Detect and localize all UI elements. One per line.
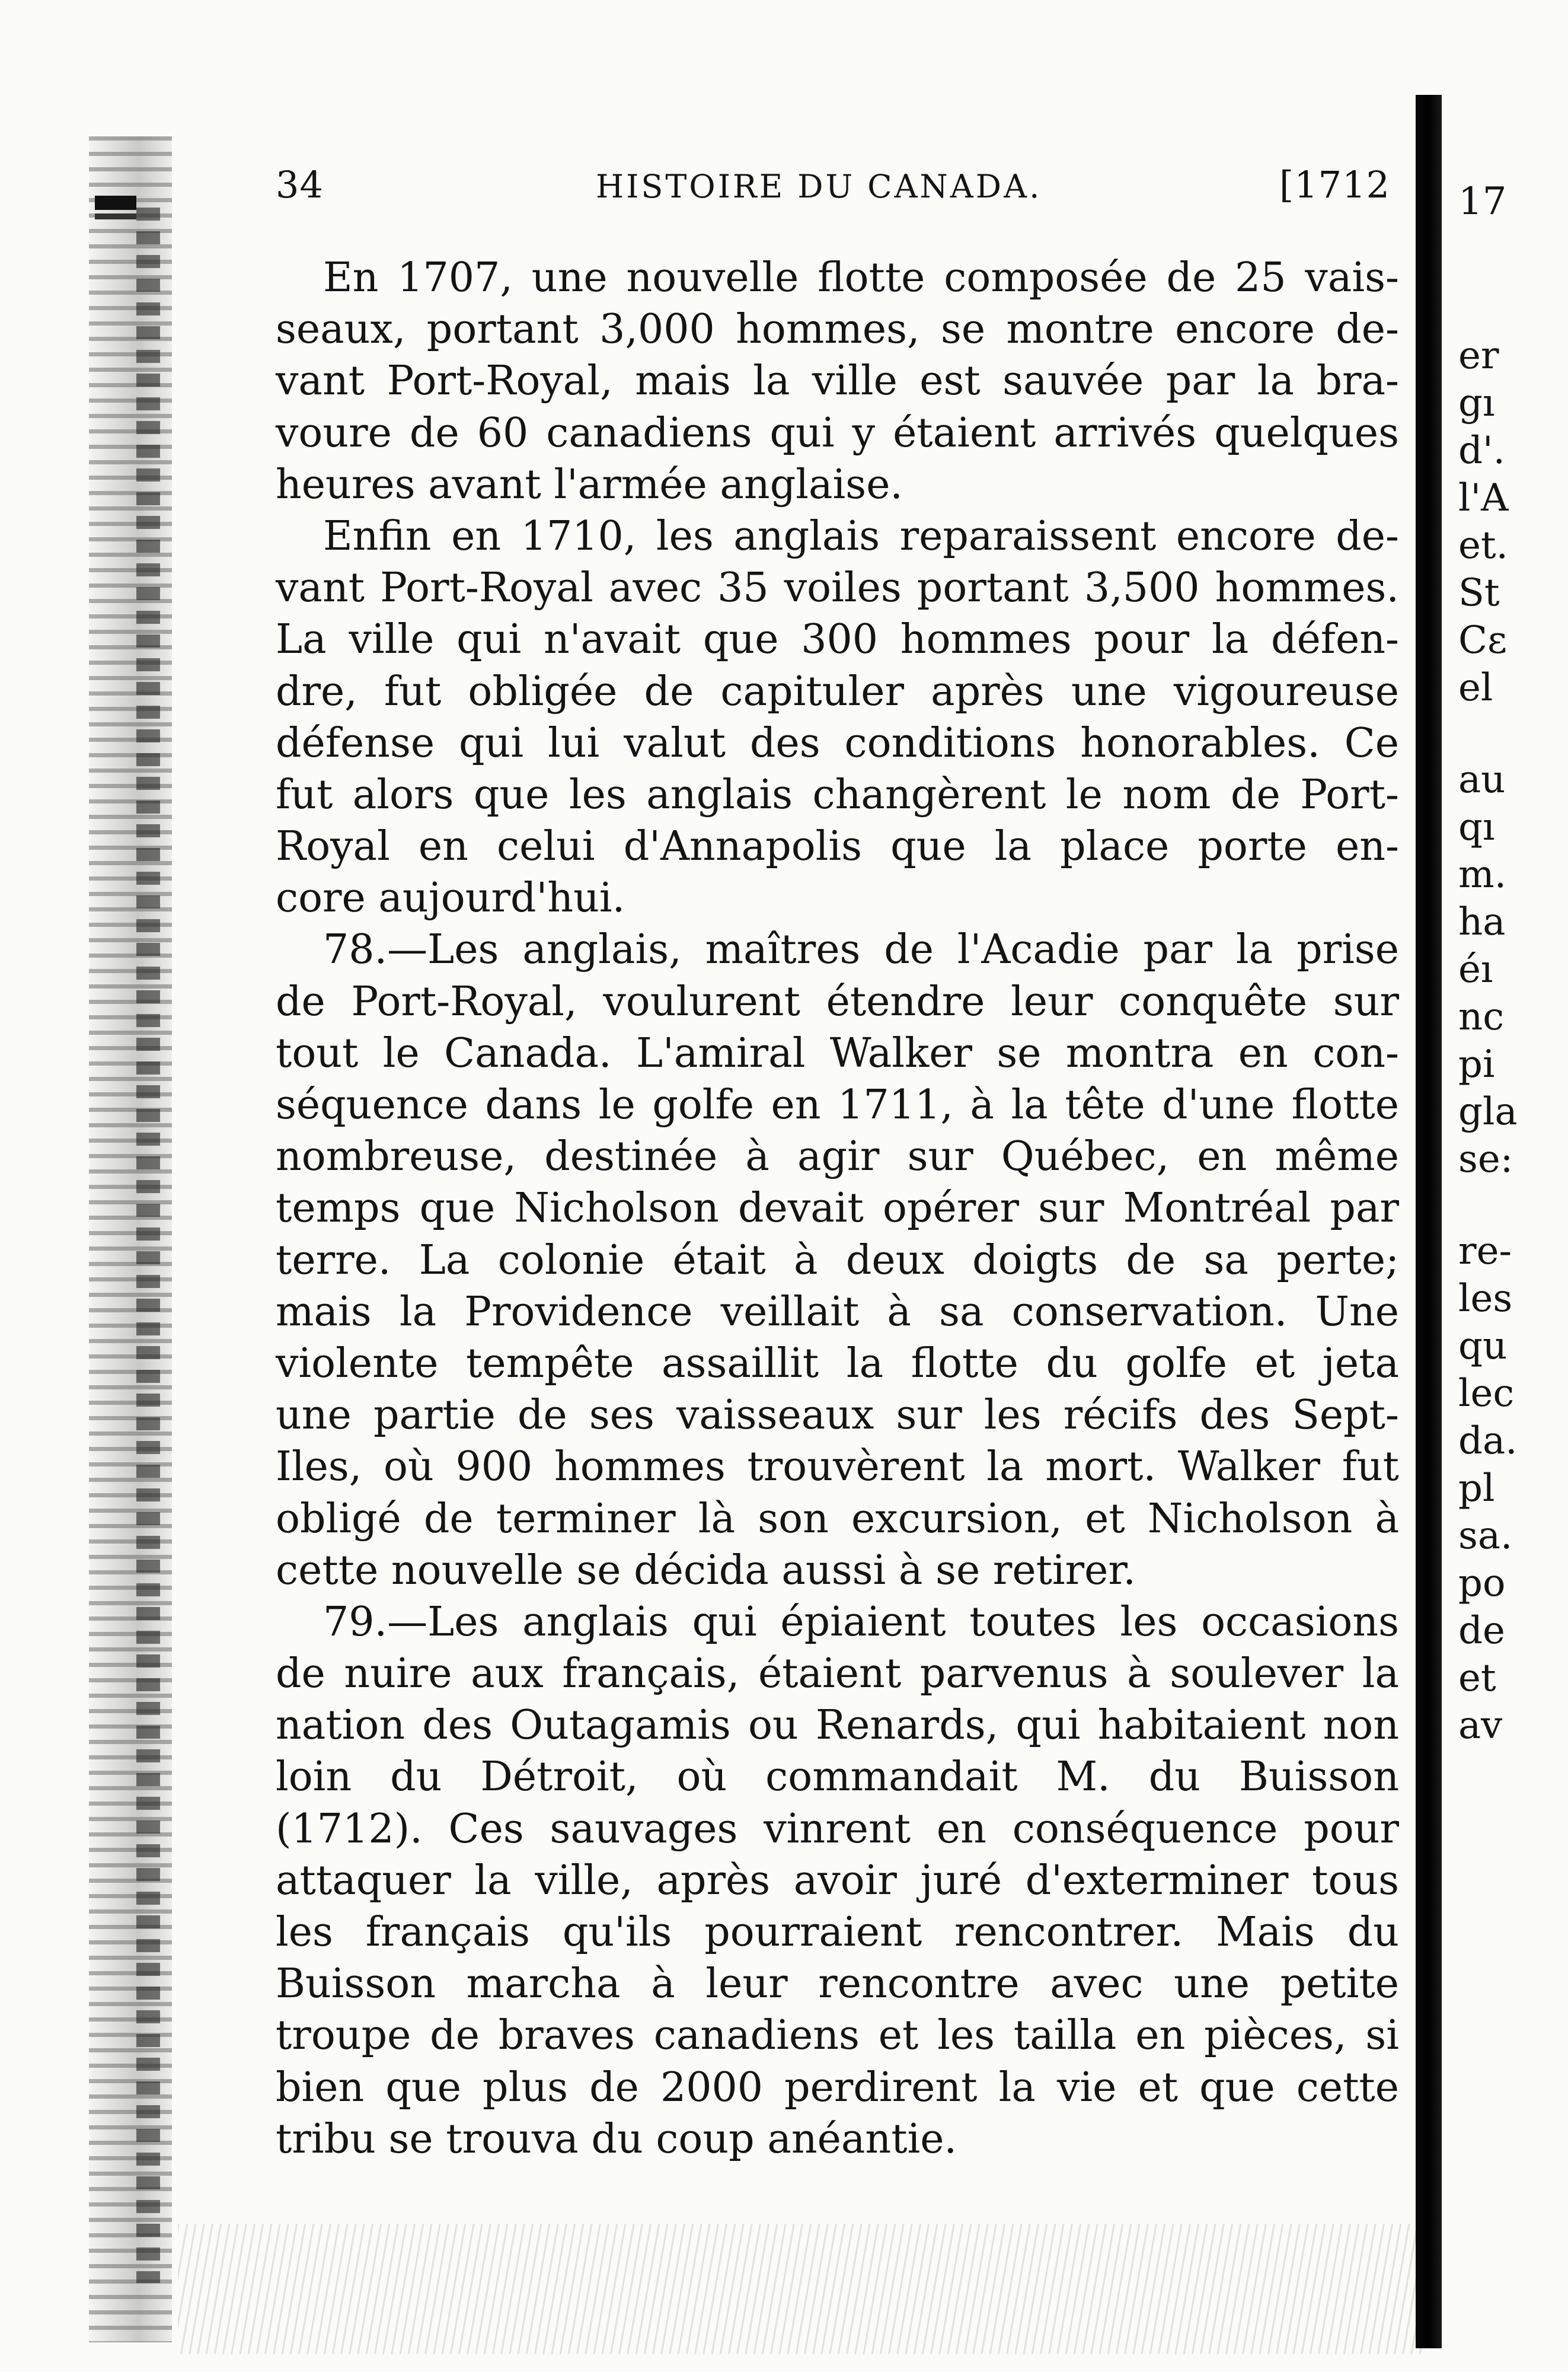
text-line: troupe de braves canadiens et les tailla en pièces, si: [276, 2012, 1399, 2059]
gutter-mark: [95, 213, 136, 219]
facing-fragment: et.: [1458, 524, 1508, 568]
text-line: temps que Nicholson devait opérer sur Montréal par: [276, 1185, 1399, 1232]
facing-fragment: les: [1458, 1277, 1513, 1321]
text-line: de nuire aux français, étaient parvenus à soulever la: [276, 1650, 1399, 1698]
facing-fragment: po: [1458, 1561, 1506, 1605]
facing-fragment: m.: [1458, 853, 1507, 897]
text-line: bien que plus de 2000 perdirent la vie et que cette: [276, 2064, 1399, 2111]
text-line: loin du Détroit, où commandait M. du Buisson: [276, 1754, 1399, 1801]
text-line: fut alors que les anglais changèrent le nom de Port-: [276, 771, 1399, 818]
gutter-mark: [95, 196, 136, 210]
facing-fragment: pi: [1458, 1042, 1495, 1086]
facing-fragment: gla: [1458, 1090, 1518, 1134]
text-line: (1712). Ces sauvages vinrent en conséquence pour: [276, 1805, 1399, 1853]
text-line: seaux, portant 3,000 hommes, se montre encore de-: [276, 306, 1399, 353]
facing-fragment: de: [1458, 1609, 1505, 1653]
text-line: de Port-Royal, voulurent étendre leur conquête sur: [276, 978, 1399, 1025]
bottom-scan-noise: [178, 2224, 1423, 2354]
facing-fragment: 17: [1458, 180, 1507, 224]
text-line: séquence dans le golfe en 1711, à la tête d'une flotte: [276, 1082, 1399, 1128]
page-header: [276, 163, 1390, 222]
text-line: voure de 60 canadiens qui y étaient arrivés quelques: [276, 409, 1399, 457]
text-line: Enfin en 1710, les anglais reparaissent encore de-: [323, 512, 1399, 560]
text-line: dre, fut obligée de capituler après une vigoureuse: [276, 668, 1399, 715]
text-line: obligé de terminer là son excursion, et Nicholson à: [276, 1495, 1399, 1542]
facing-fragment: l'A: [1458, 476, 1509, 520]
text-line: mais la Providence veillait à sa conservation. Une: [276, 1288, 1399, 1335]
text-line: tribu se trouva du coup anéantie.: [276, 2115, 957, 2163]
text-line: 78.—Les anglais, maîtres de l'Acadie par la prise: [323, 926, 1399, 974]
text-line: vant Port-Royal avec 35 voiles portant 3,500 hommes.: [276, 565, 1399, 612]
facing-fragment: qu: [1458, 1324, 1508, 1368]
text-line: La ville qui n'avait que 300 hommes pour la défen-: [276, 616, 1399, 664]
text-line: nation des Outagamis ou Renards, qui habitaient non: [276, 1702, 1399, 1749]
facing-fragment: da.: [1458, 1419, 1518, 1463]
text-line: Buisson marcha à leur rencontre avec une petite: [276, 1960, 1399, 2008]
text-line: 79.—Les anglais qui épiaient toutes les occasions: [323, 1598, 1399, 1646]
facing-fragment: et: [1458, 1656, 1496, 1700]
text-line: violente tempête assaillit la flotte du golfe et jeta: [276, 1340, 1399, 1387]
facing-fragment: se:: [1458, 1137, 1513, 1181]
facing-fragment: éı: [1458, 948, 1493, 991]
text-line: tout le Canada. L'amiral Walker se montra en con-: [276, 1029, 1399, 1077]
body-text: [276, 252, 1399, 2165]
facing-fragment: d'.: [1458, 429, 1505, 473]
text-line: défense qui lui valut des conditions honorables. Ce: [276, 719, 1399, 767]
text-line: terre. La colonie était à deux doigts de sa perte;: [276, 1236, 1399, 1284]
text-line: Iles, où 900 hommes trouvèrent la mort. Walker fut: [276, 1443, 1399, 1491]
binding-strip: [1416, 95, 1442, 2348]
facing-fragment: el: [1458, 666, 1493, 710]
facing-fragment: lec: [1458, 1372, 1515, 1415]
left-gutter-marks: [136, 208, 160, 2283]
text-line: heures avant l'armée anglaise.: [276, 461, 903, 508]
facing-fragment: sa.: [1458, 1514, 1513, 1558]
facing-fragment: gı: [1458, 381, 1495, 425]
text-line: En 1707, une nouvelle flotte composée de 25 vais-: [323, 254, 1399, 301]
facing-fragment: Cε: [1458, 618, 1508, 662]
facing-fragment: ha: [1458, 900, 1506, 944]
facing-fragment: av: [1458, 1704, 1503, 1748]
header-year: [1712: [1279, 163, 1390, 206]
facing-page-fragments: [1458, 178, 1565, 1779]
running-title: HISTOIRE DU CANADA.: [596, 168, 1042, 205]
text-line: une partie de ses vaisseaux sur les récifs des Sept-: [276, 1392, 1399, 1439]
facing-fragment: er: [1458, 334, 1499, 378]
text-line: Royal en celui d'Annapolis que la place porte en-: [276, 823, 1399, 871]
page-number: 34: [276, 163, 324, 206]
facing-fragment: St: [1458, 571, 1500, 615]
text-line: vant Port-Royal, mais la ville est sauvée par la bra-: [276, 358, 1399, 405]
text-line: attaquer la ville, après avoir juré d'exterminer tous: [276, 1857, 1399, 1904]
facing-fragment: pl: [1458, 1466, 1495, 1510]
text-line: nombreuse, destinée à agir sur Québec, en même: [276, 1133, 1399, 1181]
facing-fragment: au: [1458, 758, 1506, 802]
facing-fragment: re-: [1458, 1229, 1512, 1273]
text-line: les français qu'ils pourraient rencontrer. Mais du: [276, 1909, 1399, 1956]
facing-fragment: qı: [1458, 805, 1495, 849]
facing-fragment: nc: [1458, 995, 1505, 1039]
text-line: core aujourd'hui.: [276, 875, 625, 922]
text-line: cette nouvelle se décida aussi à se retirer.: [276, 1547, 1136, 1594]
